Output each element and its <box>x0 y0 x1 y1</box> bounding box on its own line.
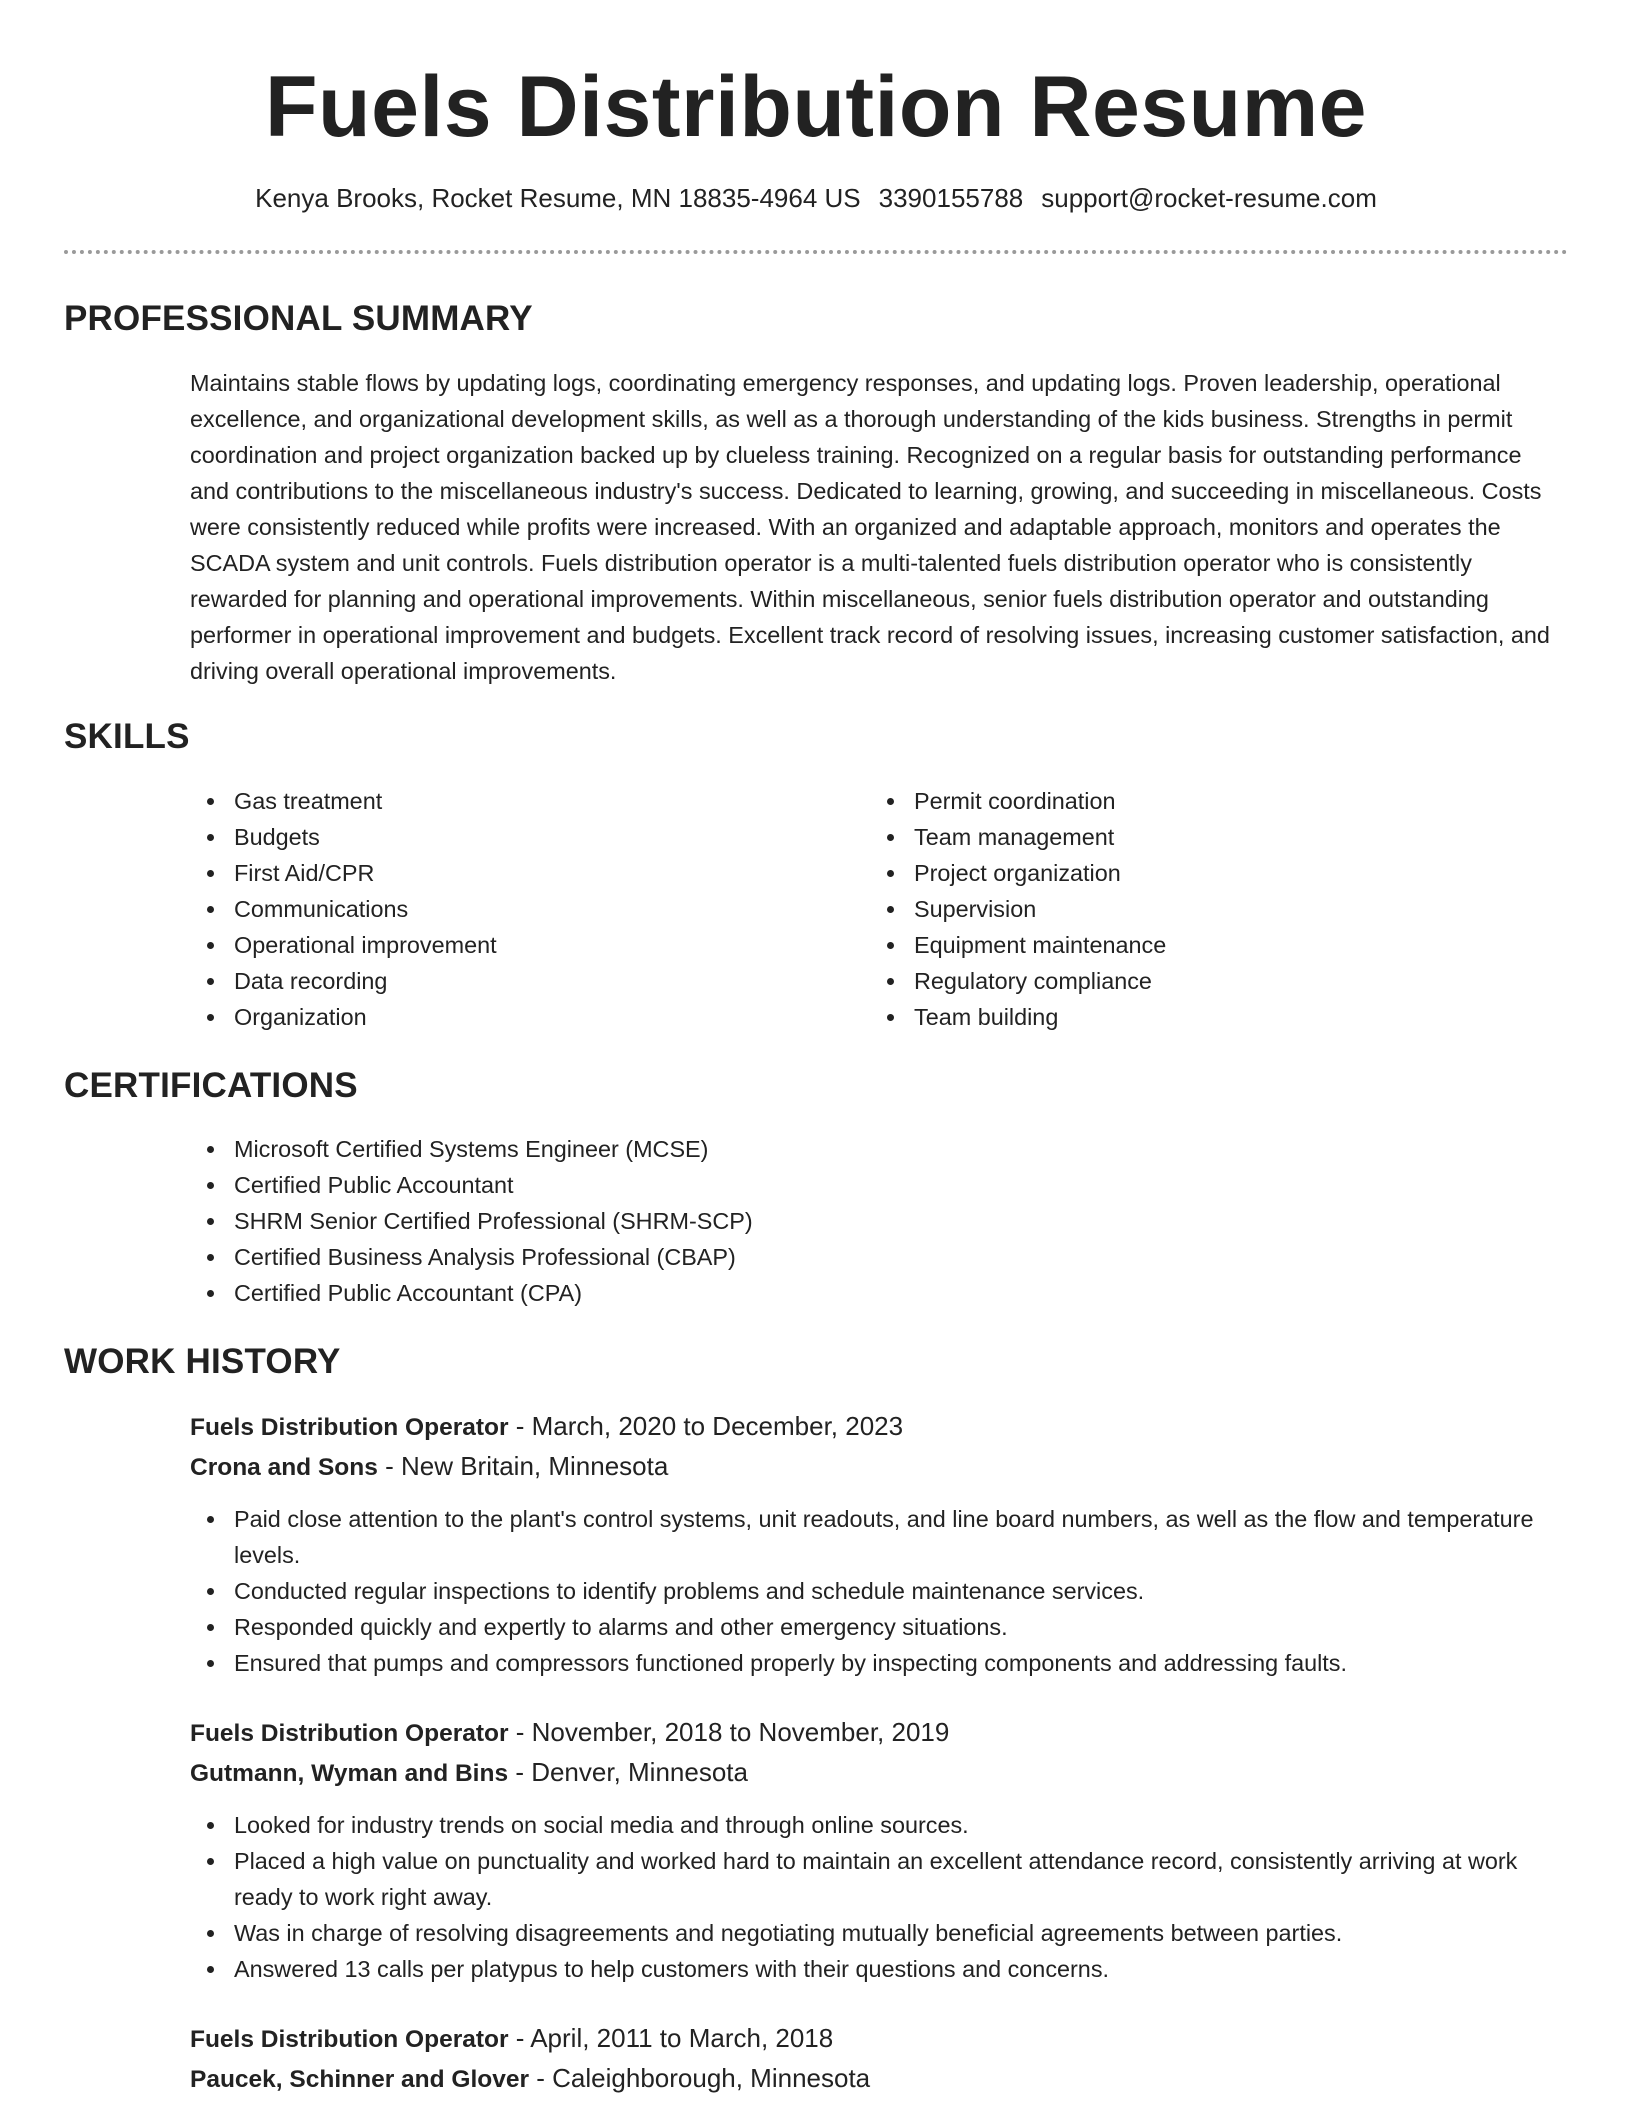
skill-item: Budgets <box>190 819 830 855</box>
skill-item: Communications <box>190 891 830 927</box>
skills-list-left <box>190 783 830 1035</box>
work-history-heading: WORK HISTORY <box>64 1342 341 1381</box>
job-location: - Denver, Minnesota <box>508 1757 748 1787</box>
job-title: Fuels Distribution Operator <box>190 2026 509 2053</box>
certification-item: Certified Public Accountant <box>190 1167 1550 1203</box>
job-company: Crona and Sons <box>190 1454 378 1481</box>
skill-item: Team building <box>870 999 1510 1035</box>
job-company-line <box>190 2059 1570 2099</box>
skill-item: Operational improvement <box>190 927 830 963</box>
job-company: Paucek, Schinner and Glover <box>190 2066 530 2093</box>
job-dates: - November, 2018 to November, 2019 <box>508 1717 950 1747</box>
job-company: Gutmann, Wyman and Bins <box>190 1760 509 1787</box>
contact-address: Kenya Brooks, Rocket Resume, MN 18835-4964 US <box>255 183 861 213</box>
certification-item: Certified Business Analysis Professional (CBAP) <box>190 1239 1550 1275</box>
job-location: - New Britain, Minnesota <box>377 1451 669 1481</box>
contact-info <box>0 180 1632 216</box>
skills-heading: SKILLS <box>64 717 190 756</box>
skill-item: Project organization <box>870 855 1510 891</box>
job-title-line <box>190 2019 1570 2059</box>
skill-item: Team management <box>870 819 1510 855</box>
job-duties-list <box>190 1807 1570 1987</box>
job-location: - Caleighborough, Minnesota <box>529 2063 871 2093</box>
skills-list-right <box>870 783 1510 1035</box>
job-company-line <box>190 1753 1570 1793</box>
job-duty: Looked for industry trends on social media and through online sources. <box>190 1807 1570 1843</box>
job-title: Fuels Distribution Operator <box>190 1720 509 1747</box>
job-title-line <box>190 1713 1570 1753</box>
job-duty: Paid close attention to the plant's control systems, unit readouts, and line board numbers, as well as the flow and temperature levels. <box>190 1501 1570 1573</box>
summary-text: Maintains stable flows by updating logs, coordinating emergency responses, and updating logs. Proven leadership, operational excellence, and organizational development skills, as well as a thorough understanding of the kids business. Strengths in permit coordination and project organization backed up by clueless training. Recognized on a regular basis for outstanding performance and contributions to the miscellaneous industry's success. Dedicated to learning, growing, and succeeding in miscellaneous. Costs were consistently reduced while profits were increased. With an organized and adaptable approach, monitors and operates the SCADA system and unit controls. Fuels distribution operator is a multi-talented fuels distribution operator who is consistently rewarded for planning and operational improvements. Within miscellaneous, senior fuels distribution operator and outstanding performer in operational improvement and budgets. Excellent track record of resolving issues, increasing customer satisfaction, and driving overall operational improvements. <box>190 370 1550 684</box>
job-company-line <box>190 1447 1570 1487</box>
skill-item: Permit coordination <box>870 783 1510 819</box>
certification-item: Certified Public Accountant (CPA) <box>190 1275 1550 1311</box>
skill-item: Organization <box>190 999 830 1035</box>
job-duty: Responded quickly and expertly to alarms and other emergency situations. <box>190 1609 1570 1645</box>
job-entry <box>190 1713 1570 1987</box>
job-duties-list <box>190 1501 1570 1681</box>
header-divider <box>64 250 1568 254</box>
job-duty: Ensured that pumps and compressors functioned properly by inspecting components and addressing faults. <box>190 1645 1570 1681</box>
contact-email: support@rocket-resume.com <box>1041 183 1377 213</box>
summary-heading: PROFESSIONAL SUMMARY <box>64 299 533 338</box>
page-title: Fuels Distribution Resume <box>265 59 1367 155</box>
job-entry <box>190 2019 1570 2099</box>
skill-item: First Aid/CPR <box>190 855 830 891</box>
skill-item: Gas treatment <box>190 783 830 819</box>
job-title-line <box>190 1407 1570 1447</box>
skill-item: Regulatory compliance <box>870 963 1510 999</box>
job-entry <box>190 1407 1570 1681</box>
job-duty: Answered 13 calls per platypus to help customers with their questions and concerns. <box>190 1951 1570 1987</box>
certifications-heading: CERTIFICATIONS <box>64 1066 358 1105</box>
job-duty: Conducted regular inspections to identify problems and schedule maintenance services. <box>190 1573 1570 1609</box>
skill-item: Equipment maintenance <box>870 927 1510 963</box>
job-dates: - April, 2011 to March, 2018 <box>508 2023 834 2053</box>
certification-item: SHRM Senior Certified Professional (SHRM-SCP) <box>190 1203 1550 1239</box>
skill-item: Supervision <box>870 891 1510 927</box>
contact-phone: 3390155788 <box>878 183 1024 213</box>
job-duty: Placed a high value on punctuality and worked hard to maintain an excellent attendance record, consistently arriving at work ready to work right away. <box>190 1843 1570 1915</box>
certifications-list <box>190 1131 1550 1311</box>
job-dates: - March, 2020 to December, 2023 <box>508 1411 904 1441</box>
job-title: Fuels Distribution Operator <box>190 1414 509 1441</box>
skill-item: Data recording <box>190 963 830 999</box>
certification-item: Microsoft Certified Systems Engineer (MCSE) <box>190 1131 1550 1167</box>
job-duty: Was in charge of resolving disagreements and negotiating mutually beneficial agreements between parties. <box>190 1915 1570 1951</box>
